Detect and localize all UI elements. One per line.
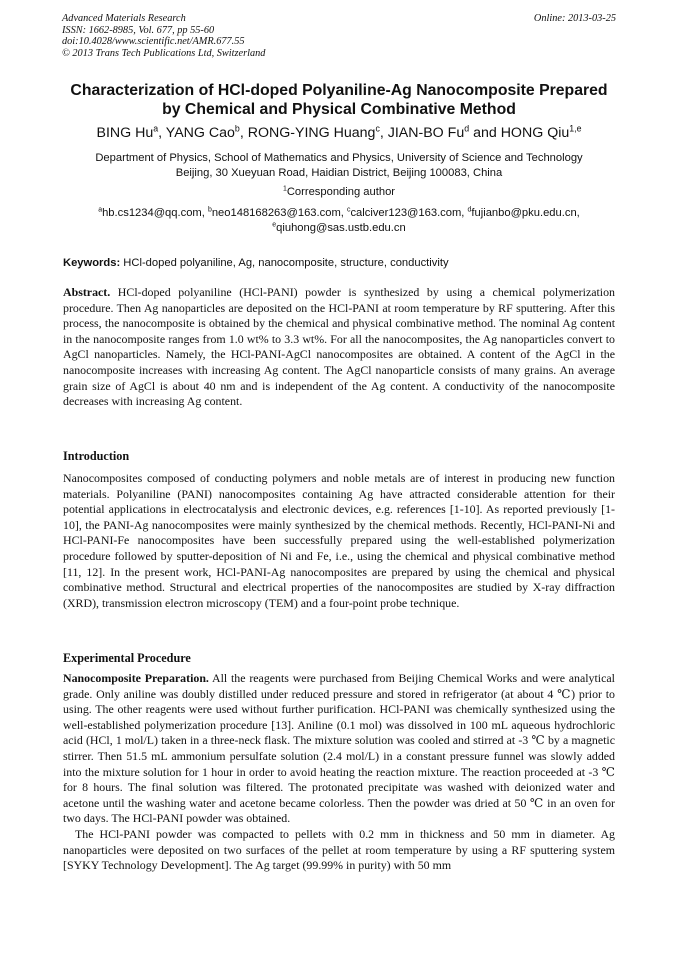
corresponding-author-note xyxy=(40,186,638,198)
author-sep: and xyxy=(469,125,501,141)
author-sup: b xyxy=(234,123,240,134)
author-sup: d xyxy=(464,123,470,134)
journal-header xyxy=(62,13,265,59)
author xyxy=(388,125,501,141)
author-sup: 1,e xyxy=(569,123,582,134)
paper-title xyxy=(40,81,638,119)
experimental-section xyxy=(63,671,615,874)
email-line-1 xyxy=(40,206,638,221)
author-name: BING Hu xyxy=(96,125,154,141)
affiliation xyxy=(40,151,638,181)
corresponding-sup: 1 xyxy=(282,185,287,193)
experimental-paragraph-1 xyxy=(63,671,615,827)
experimental-heading: Experimental Procedure xyxy=(63,651,191,665)
author-name: JIAN-BO Fu xyxy=(387,125,465,141)
email-d: fujianbo@pku.edu.cn, xyxy=(471,207,580,219)
author-sup: c xyxy=(375,123,380,134)
author xyxy=(166,125,248,141)
email-line-2 xyxy=(40,221,638,236)
author-name: HONG Qiu xyxy=(500,125,570,141)
author-name: YANG Cao xyxy=(165,125,235,141)
email-sup: b xyxy=(207,206,212,214)
journal-name: Advanced Materials Research xyxy=(62,13,186,24)
experimental-para1-text: All the reagents were purchased from Beijing Chemical Works and were analytical grade. Only aniline was doubly distilled under reduced pressure and stored in refrigerator (at about 4 ℃) prior to using. The other reagents were used without further purification. HCl-PANI was chemically synthesized using the well-established polymerization procedure [13]. Aniline (0.1 mol) was dissolved in 100 mL aqueous hydrochloric acid (HCl, 1 mol/L) taken in a three-neck flask. The mixture solution was cooled and stirred at -3 ℃ by a magnetic stirrer. Then 51.5 mL ammonium persulfate solution (2.4 mol/L) in a constant pressure funnel was slowly added into the mixture solution for 1 hour in order to avoid heating the reaction mixture. The reaction proceeded at -3 ℃ for 8 hours. The final solution was filtered. The protonated precipitate was washed with deionized water and acetone until the washing water and acetone became colorless. Then the powder was dried at 50 ℃ in an oven for two days. The HCl-PANI powder was obtained. xyxy=(63,671,615,826)
author xyxy=(501,125,582,141)
author-sup: a xyxy=(153,123,159,134)
email-sup: c xyxy=(346,206,351,214)
journal-doi: doi:10.4028/www.scientific.net/AMR.677.55 xyxy=(62,36,245,48)
email-sup: e xyxy=(272,221,277,229)
author-sep: , xyxy=(158,125,166,141)
email-sup: d xyxy=(467,206,472,214)
introduction-heading: Introduction xyxy=(63,449,130,463)
email-c: calciver123@163.com, xyxy=(350,207,468,219)
email-sup: a xyxy=(98,206,103,214)
corresponding-text: Corresponding author xyxy=(286,186,396,198)
abstract-text: HCl-doped polyaniline (HCl-PANI) powder is synthesized by using a chemical polymerization procedure. Then Ag nanoparticles are deposited on the HCl-PANI at room temperature by RF sputtering. After this process, the nanocomposite is obtained by the chemical and physical combinative method. The nominal Ag content in the nanocomposite ranges from 1.0 wt% to 3.3 wt%. For all the nanocomposites, the Ag nanoparticles convert to AgCl nanoparticles. Namely, the HCl-PANI-AgCl nanocomposites are obtained. A content of the AgCl in the nanocomposite increases with increasing Ag content. The AgCl nanoparticle consists of many grains. An average grain size of AgCl is about 40 nm and is independent of the Ag content. A conductivity of the nanocomposite decreases with increasing Ag content. xyxy=(63,285,615,409)
abstract-label: Abstract. xyxy=(63,285,111,299)
journal-issn: ISSN: 1662-8985, Vol. 677, pp 55-60 xyxy=(62,24,215,36)
title-line-1: Characterization of HCl-doped Polyaniline-Ag Nanocomposite Prepared xyxy=(70,82,608,99)
author-list xyxy=(40,124,638,142)
experimental-paragraph-2: The HCl-PANI powder was compacted to pellets with 0.2 mm in thickness and 50 mm in diameter. Ag nanoparticles were deposited on two surfaces of the pellet at room temperature by using a RF sputtering system [SYKY Technology Development]. The Ag target (99.99% in purity) with 50 mm xyxy=(63,826,615,873)
author xyxy=(96,125,165,141)
author-sep: , xyxy=(239,125,248,141)
author-name: RONG-YING Huang xyxy=(247,125,376,141)
email-e: qiuhong@sas.ustb.edu.cn xyxy=(276,221,406,234)
keywords-text: HCl-doped polyaniline, Ag, nanocomposite, structure, conductivity xyxy=(120,257,449,269)
affiliation-line-2: Beijing, 30 Xueyuan Road, Haidian District, Beijing 100083, China xyxy=(175,166,503,179)
abstract xyxy=(63,285,615,410)
online-date: Online: 2013-03-25 xyxy=(533,13,616,24)
affiliation-line-1: Department of Physics, School of Mathematics and Physics, University of Science and Technology xyxy=(95,152,583,164)
email-b: neo148168263@163.com, xyxy=(211,207,347,219)
email-a: hb.cs1234@qq.com, xyxy=(102,207,208,219)
keywords-label: Keywords: xyxy=(63,257,121,269)
introduction-text: Nanocomposites composed of conducting polymers and noble metals are of interest in producing new function materials. Polyaniline (PANI) nanocomposites containing Ag have attracted considerable attention for their potential applications in electrocatalysis and electronic devices, e.g. references [1-10]. As reported previously [1-10], the PANI-Ag nanocomposites were mainly synthesized by the chemical methods. Recently, HCl-PANI-Ni and HCl-PANI-Fe nanocomposites have been successfully prepared using the well-established polymerization procedure followed by sputter-deposition of Ni and Fe, i.e., using the chemical and physical combinative method [11, 12]. In the present work, HCl-PANI-Ag nanocomposites are prepared by using the chemical and physical combinative method. Structural and electrical properties of the nanocomposites are studied by X-ray diffraction (XRD), transmission electron microscopy (TEM) and a four-point probe technique. xyxy=(63,471,615,610)
email-list xyxy=(40,206,638,236)
author-sep: , xyxy=(379,125,388,141)
keywords xyxy=(63,257,615,269)
title-line-2: by Chemical and Physical Combinative Method xyxy=(162,101,516,118)
nanocomposite-preparation-label: Nanocomposite Preparation. xyxy=(63,671,209,685)
journal-copyright: © 2013 Trans Tech Publications Ltd, Switzerland xyxy=(62,47,266,59)
author xyxy=(248,125,388,141)
